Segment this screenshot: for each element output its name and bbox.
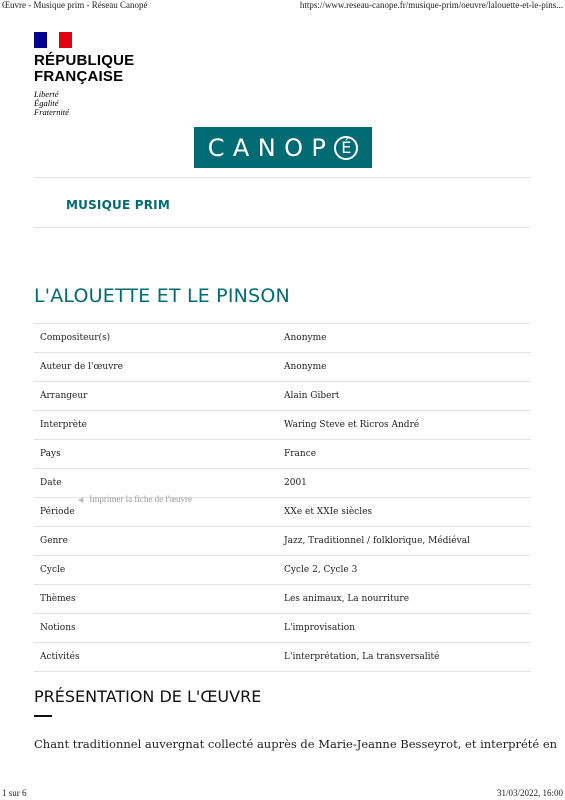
print-header [0,0,565,12]
table-row [34,353,531,382]
row-label: Compositeur(s) [34,324,278,353]
table-row [34,643,531,672]
nav-musique-prim[interactable]: MUSIQUE PRIM [66,198,170,212]
table-row [34,382,531,411]
row-value: Waring Steve et Ricros André [278,411,531,440]
row-value: XXe et XXIe siècles [278,498,531,527]
table-row [34,585,531,614]
row-label: Notions [34,614,278,643]
row-value: Alain Gibert [278,382,531,411]
row-value: Anonyme [278,324,531,353]
table-row [34,614,531,643]
print-datetime: 31/03/2022, 16:00 [496,788,563,798]
print-work-label: Imprimer la fiche de l'œuvre [89,494,192,504]
presentation-text: Chant traditionnel auvergnat collecté auprès de Marie-Jeanne Besseyrot, et interprété en [34,737,558,751]
row-value: 2001 [278,469,531,498]
row-label: Genre [34,527,278,556]
row-value: France [278,440,531,469]
republique-motto: Liberté Égalité Fraternité [34,89,69,117]
row-label: Interprète [34,411,278,440]
row-label: Activités [34,643,278,672]
row-value: Cycle 2, Cycle 3 [278,556,531,585]
print-page-title: Œuvre - Musique prim - Réseau Canopé [2,0,148,10]
table-row [34,324,531,353]
table-row [34,440,531,469]
row-label: Arrangeur [34,382,278,411]
row-value: Anonyme [278,353,531,382]
divider [34,177,531,178]
row-label: Pays [34,440,278,469]
row-value: L'interprétation, La transversalité [278,643,531,672]
print-url: https://www.reseau-canope.fr/musique-prim/oeuvre/lalouette-et-le-pins... [299,0,563,10]
divider [34,227,531,228]
print-work-link[interactable] [78,494,192,504]
page-title: L'ALOUETTE ET LE PINSON [34,285,290,307]
republique-francaise-logo[interactable] [34,32,134,117]
arrow-left-icon: ◀ [78,496,84,504]
row-value: Les animaux, La nourriture [278,585,531,614]
row-value: L'improvisation [278,614,531,643]
title-underline [34,715,52,717]
canope-logo[interactable]: C A N O P É [194,127,372,168]
row-label: Thèmes [34,585,278,614]
table-row [34,556,531,585]
presentation-title: PRÉSENTATION DE L'ŒUVRE [34,687,262,706]
republique-name: RÉPUBLIQUE FRANÇAISE [34,52,135,85]
row-value: Jazz, Traditionnel / folklorique, Médiéval [278,527,531,556]
print-page-number: 1 sur 6 [2,788,27,798]
row-label: Date [34,469,278,498]
table-row [34,527,531,556]
table-row [34,411,531,440]
row-label: Période [34,498,278,527]
row-label: Cycle [34,556,278,585]
print-footer [0,788,565,800]
row-label: Auteur de l'œuvre [34,353,278,382]
french-flag-icon [34,32,72,48]
